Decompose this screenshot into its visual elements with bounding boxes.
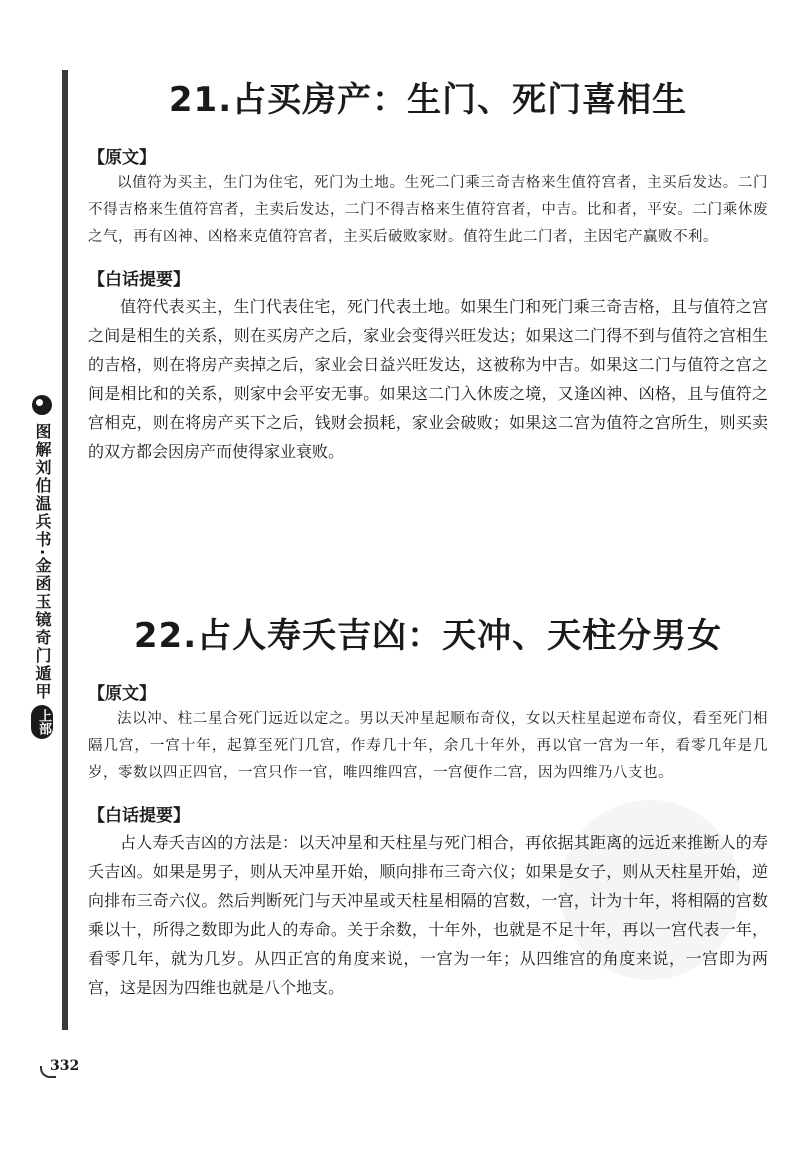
page-spine-bar — [62, 70, 68, 1030]
plain-heading: 【白话提要】 — [88, 806, 190, 826]
page-number: 332 — [50, 1058, 80, 1074]
original-heading: 【原文】 — [88, 684, 156, 704]
section-22 — [88, 608, 768, 1002]
section-21 — [88, 72, 768, 466]
yin-yang-icon — [32, 395, 52, 415]
section-title: 21.占买房产：生门、死门喜相生 — [168, 80, 688, 120]
section-title: 22.占人寿夭吉凶：天冲、天柱分男女 — [133, 616, 723, 656]
side-title-text: 图解刘伯温兵书·金函玉镜奇门遁甲 — [33, 423, 52, 702]
original-text: 法以冲、柱二星合死门远近以定之。男以天冲星起顺布奇仪，女以天柱星起逆布奇仪，看至死门相隔几宫，一宫十年，起算至死门几宫，作寿几十年，余几十年外，再以官一宫为一年，看零几年是几岁，零数以四正四官，一宫只作一官，唯四维四宫，一宫便作二宫，因为四维乃八支也。 — [88, 711, 768, 781]
original-text: 以值符为买主，生门为住宅，死门为土地。生死二门乘三奇吉格来生值符宫者，主买后发达。二门不得吉格来生值符宫者，主卖后发达，二门不得吉格来生值符宫者，中吉。比和者，平安。二门乘休废之气，再有凶神、凶格来克值符宫者，主买后破败家财。值符生此二门者，主因宅产赢败不利。 — [88, 175, 768, 245]
original-heading: 【原文】 — [88, 148, 156, 168]
volume-badge: 上部 — [31, 705, 53, 739]
plain-text: 值符代表买主，生门代表住宅，死门代表土地。如果生门和死门乘三奇吉格，且与值符之宫之间是相生的关系，则在买房产之后，家业会变得兴旺发达；如果这二门得不到与值符之宫相生的吉格，则在将房产卖掉之后，家业会日益兴旺发达，这被称为中吉。如果这二门与值符之宫之间是相比和的关系，则家中会平安无事。如果这二门入休废之境，又逢凶神、凶格，且与值符之宫相克，则在将房产买下之后，钱财会损耗，家业会破败；如果这二宫为值符之宫所生，则买卖的双方都会因房产而使得家业衰败。 — [88, 297, 768, 461]
plain-heading: 【白话提要】 — [88, 270, 190, 290]
plain-text: 占人寿夭吉凶的方法是：以天冲星和天柱星与死门相合，再依据其距离的远近来推断人的寿夭吉凶。如果是男子，则从天冲星开始，顺向排布三奇六仪；如果是女子，则从天柱星开始，逆向排布三奇六仪。然后判断死门与天冲星或天柱星相隔的宫数，一宫，计为十年，将相隔的宫数乘以十，所得之数即为此人的寿命。关于余数，十年外，也就是不足十年，再以一宫代表一年，看零几年，就为几岁。从四正宫的角度来说，一宫为一年；从四维宫的角度来说，一宫即为两宫，这是因为四维也就是八个地支。 — [88, 833, 768, 997]
side-book-title — [30, 395, 54, 739]
